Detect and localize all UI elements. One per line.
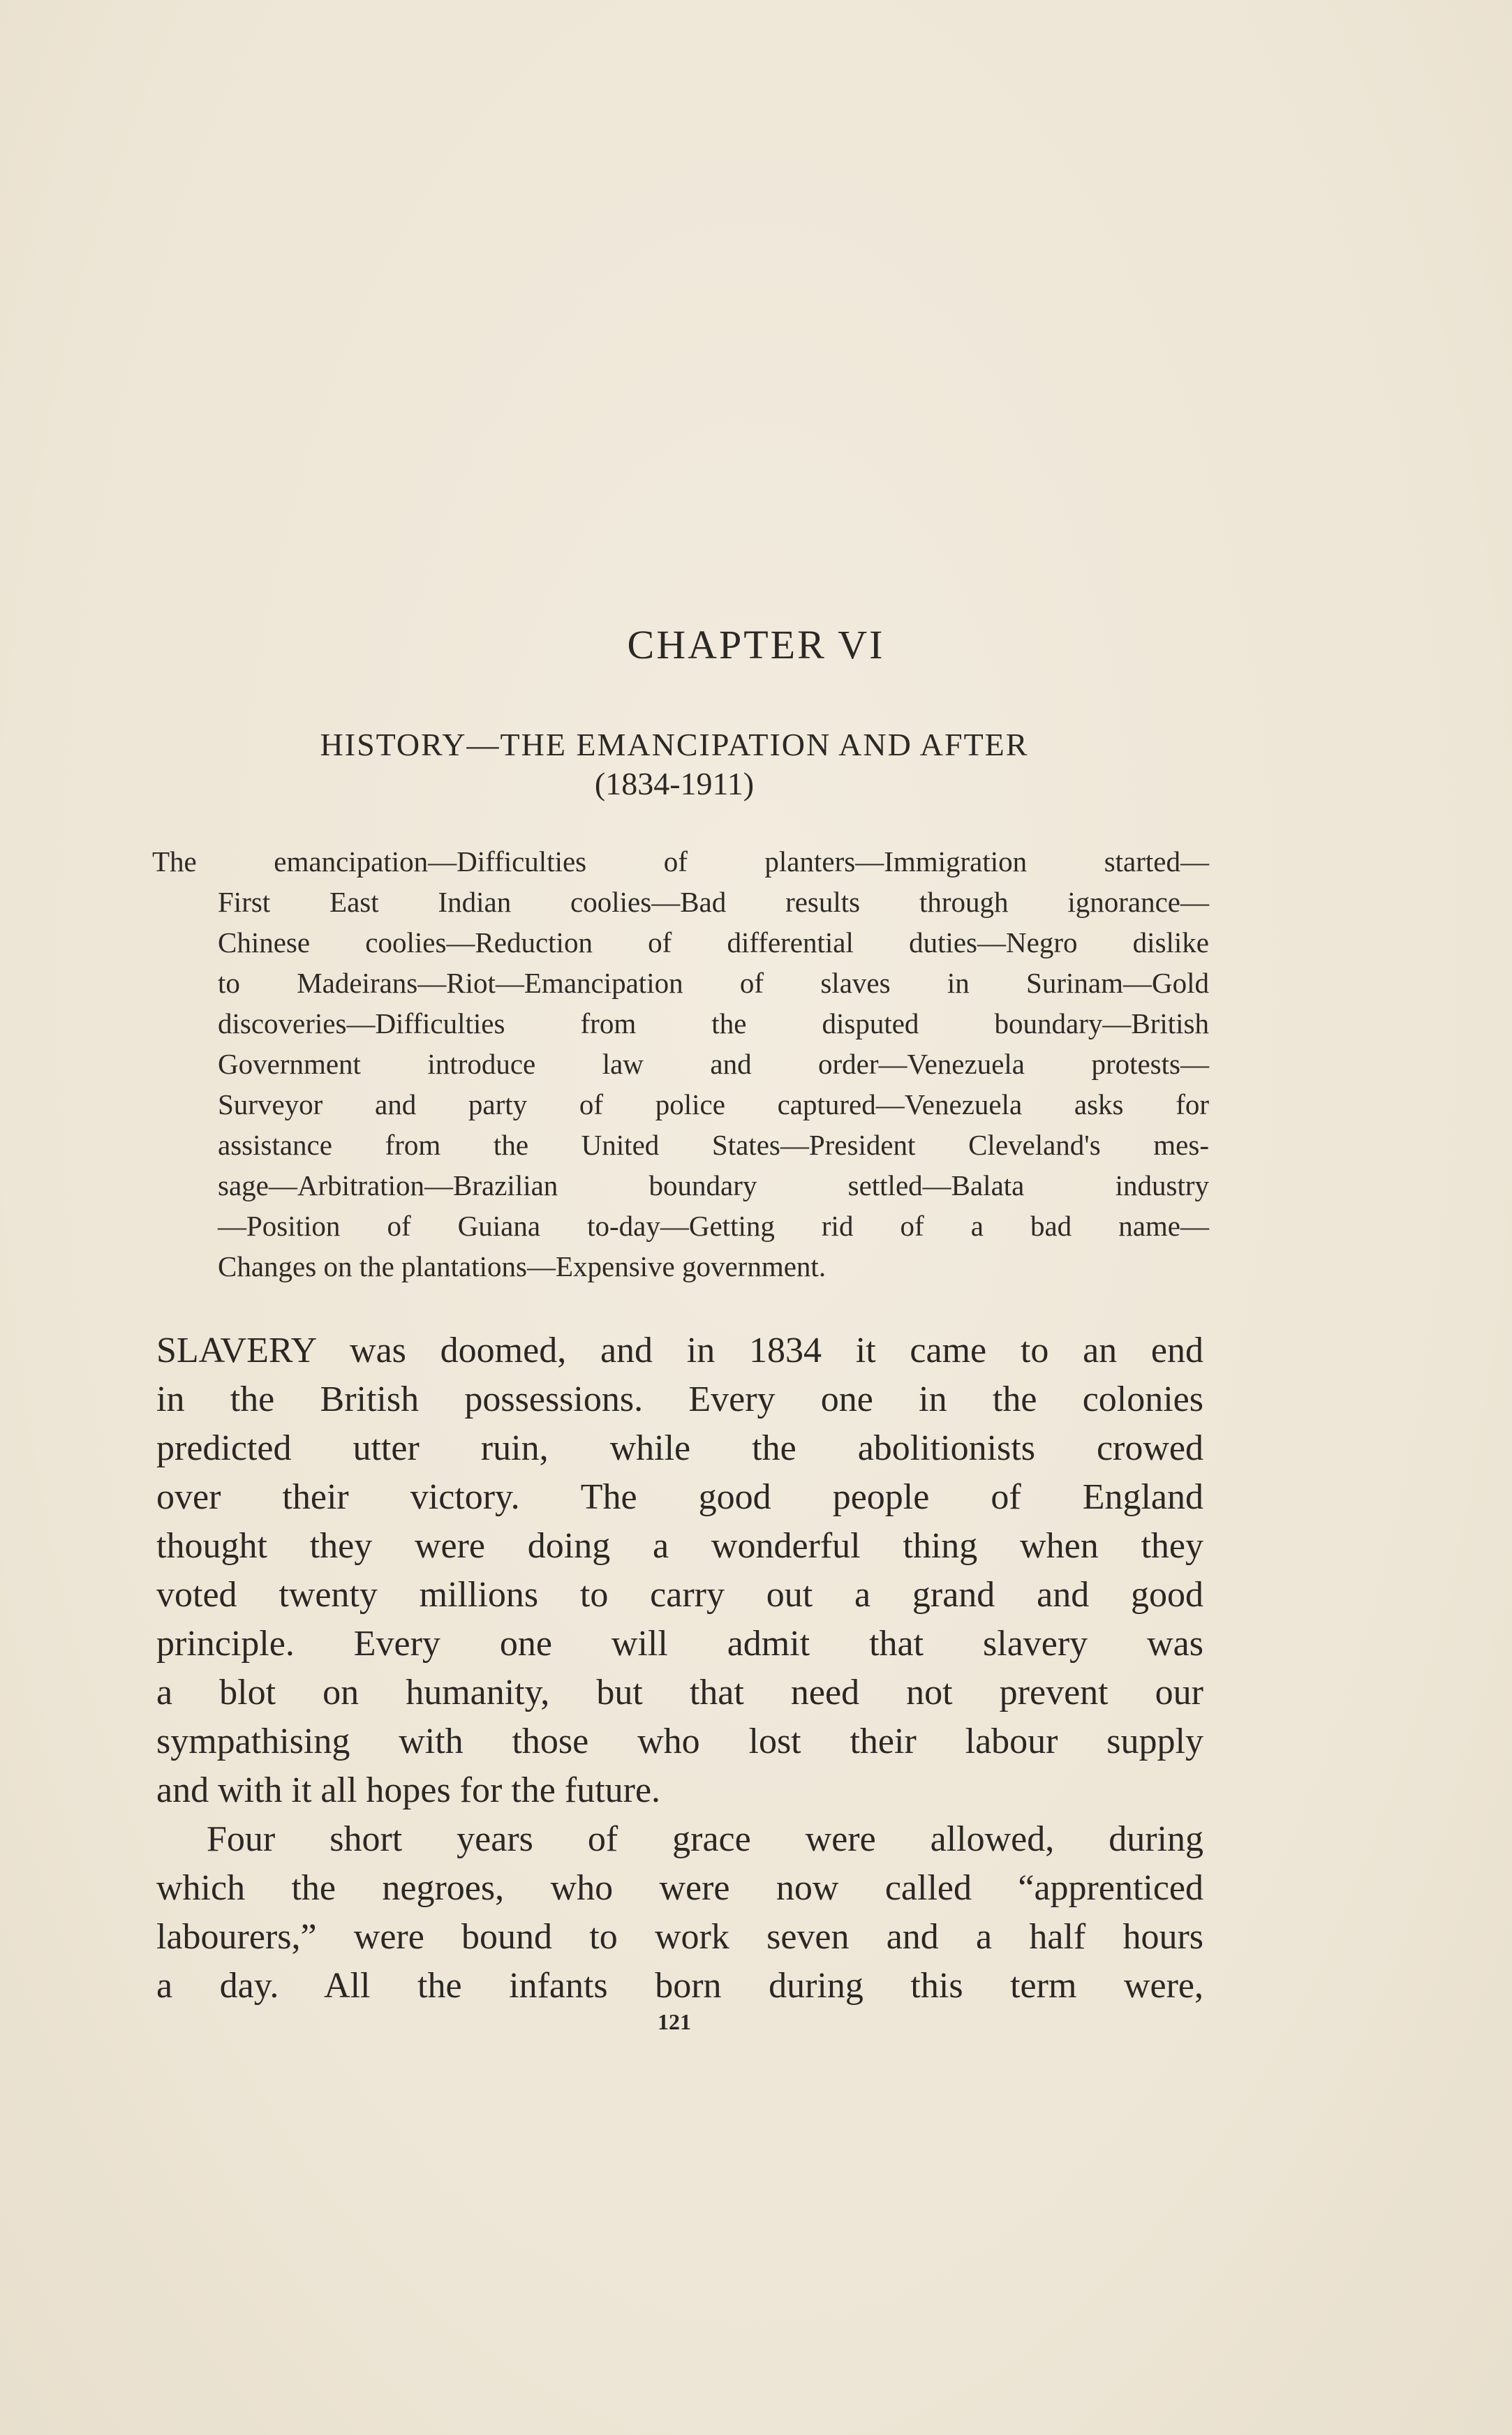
synopsis-line: to Madeirans—Riot—Emancipation of slaves in Surinam—Gold: [218, 967, 1209, 999]
body-line: which the negroes, who were now called “apprenticed: [156, 1868, 1203, 1908]
synopsis-line: First East Indian coolies—Bad results through ignorance—: [218, 886, 1209, 918]
chapter-synopsis: [152, 841, 1209, 1287]
body-line: labourers,” were bound to work seven and a half hours: [156, 1917, 1203, 1957]
synopsis-line: discoveries—Difficulties from the disputed boundary—British: [218, 1007, 1209, 1039]
synopsis-line: —Position of Guiana to-day—Getting rid of a bad name—: [218, 1210, 1209, 1242]
body-line: predicted utter ruin, while the abolitionists crowed: [156, 1428, 1203, 1468]
synopsis-line: Changes on the plantations—Expensive government.: [218, 1250, 827, 1282]
chapter-subtitle: HISTORY—THE EMANCIPATION AND AFTER: [320, 727, 1029, 762]
chapter-title: CHAPTER VI: [627, 622, 885, 667]
synopsis-line: Government introduce law and order—Venezuela protests—: [218, 1048, 1209, 1080]
body-line: principle. Every one will admit that slavery was: [156, 1624, 1203, 1664]
body-line: Four short years of grace were allowed, during: [207, 1819, 1203, 1859]
body-line: and with it all hopes for the future.: [156, 1770, 661, 1810]
body-line: thought they were doing a wonderful thing when they: [156, 1526, 1203, 1566]
body-line: sympathising with those who lost their labour supply: [156, 1722, 1203, 1761]
body-text: [156, 1326, 1203, 2011]
body-line: a day. All the infants born during this term were,: [156, 1966, 1203, 2006]
synopsis-line: Surveyor and party of police captured—Venezuela asks for: [218, 1088, 1209, 1120]
body-line: SLAVERY was doomed, and in 1834 it came to an end: [156, 1331, 1203, 1370]
body-line: over their victory. The good people of England: [156, 1477, 1203, 1517]
synopsis-line: sage—Arbitration—Brazilian boundary settled—Balata industry: [218, 1169, 1209, 1201]
body-line: voted twenty millions to carry out a grand and good: [156, 1575, 1203, 1615]
synopsis-line: Chinese coolies—Reduction of differential duties—Negro dislike: [218, 926, 1209, 959]
synopsis-line: assistance from the United States—President Cleveland's mes-: [218, 1129, 1209, 1161]
page-number: 121: [658, 2009, 691, 2034]
body-line: a blot on humanity, but that need not prevent our: [156, 1673, 1203, 1712]
body-line: in the British possessions. Every one in the colonies: [156, 1379, 1203, 1419]
synopsis-line: The emancipation—Difficulties of planters—Immigration started—: [152, 845, 1209, 878]
chapter-dates: (1834-1911): [594, 766, 755, 801]
